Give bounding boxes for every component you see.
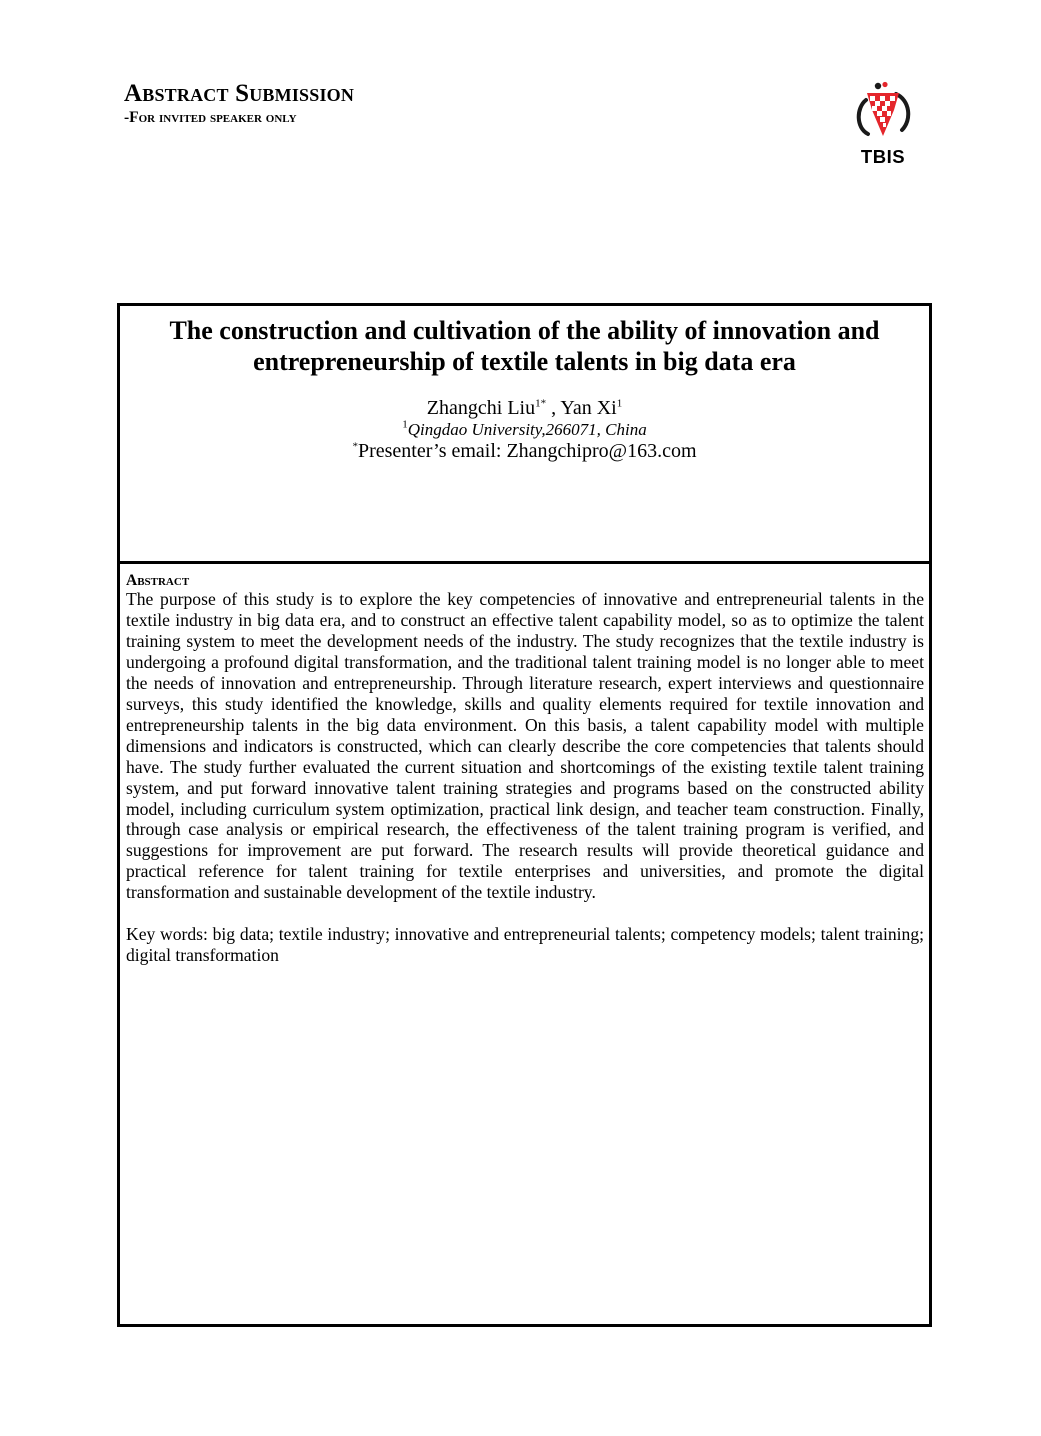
affiliation-text: Qingdao University,266071, China — [407, 420, 647, 439]
author-superscript: 1* — [535, 397, 547, 410]
affiliation-superscript: 1 — [402, 418, 408, 431]
email-superscript: * — [352, 440, 358, 453]
author-line — [120, 397, 929, 419]
tbis-emblem-icon — [850, 80, 916, 146]
logo-wordmark: TBIS — [860, 146, 906, 167]
presenter-email: Presenter’s email: Zhangchipro@163.com — [357, 440, 697, 462]
affiliation-line — [120, 419, 929, 440]
title-box — [117, 303, 932, 564]
abstract-body: The purpose of this study is to explore the key competencies of innovative and entrepreneurial talents in the textile industry in big data era, and to construct an effective talent capability model, so as to optimize the talent training system to meet the development needs of the industry. The study recognizes that the textile industry is undergoing a profound digital transformation, and the traditional talent training model is no longer able to meet the needs of innovation and entrepreneurship. Through literature research, expert interviews and questionnaire surveys, this study identified the knowledge, skills and quality elements required for textile innovation and entrepreneurship talents in the big data environment. On this basis, a talent capability model with multiple dimensions and indicators is constructed, which can clearly describe the core competencies that talents should have. The study further evaluated the current situation and shortcomings of the existing textile talent training system, and put forward innovative talent training strategies and programs based on the constructed ability model, including curriculum system optimization, practical link design, and teacher team construction. Finally, through case analysis or empirical research, the effectiveness of the talent training program is verified, and suggestions for improvement are put forward. The research results will provide theoretical guidance and practical reference for talent training for textile enterprises and universities, and promote the digital transformation and sustainable development of the textile industry. — [126, 589, 924, 903]
author-name: Yan Xi — [560, 397, 617, 419]
author-superscript: 1 — [616, 397, 623, 410]
author-name: Zhangchi Liu — [426, 397, 536, 419]
abstract-section — [120, 564, 929, 966]
submission-title: Abstract Submission — [124, 80, 355, 107]
submission-note: -For invited speaker only — [124, 109, 297, 126]
presenter-email-line — [120, 440, 929, 462]
tbis-logo — [850, 80, 916, 166]
paper-title: The construction and cultivation of the ability of innovation and entrepreneurship of textile talents in big data era — [169, 316, 880, 376]
keywords: Key words: big data; textile industry; innovative and entrepreneurial talents; competency models; talent training; digital transformation — [126, 924, 924, 966]
abstract-box — [117, 561, 932, 1327]
submission-header — [124, 80, 354, 127]
abstract-heading: Abstract — [126, 572, 190, 589]
author-separator: , — [546, 397, 561, 419]
